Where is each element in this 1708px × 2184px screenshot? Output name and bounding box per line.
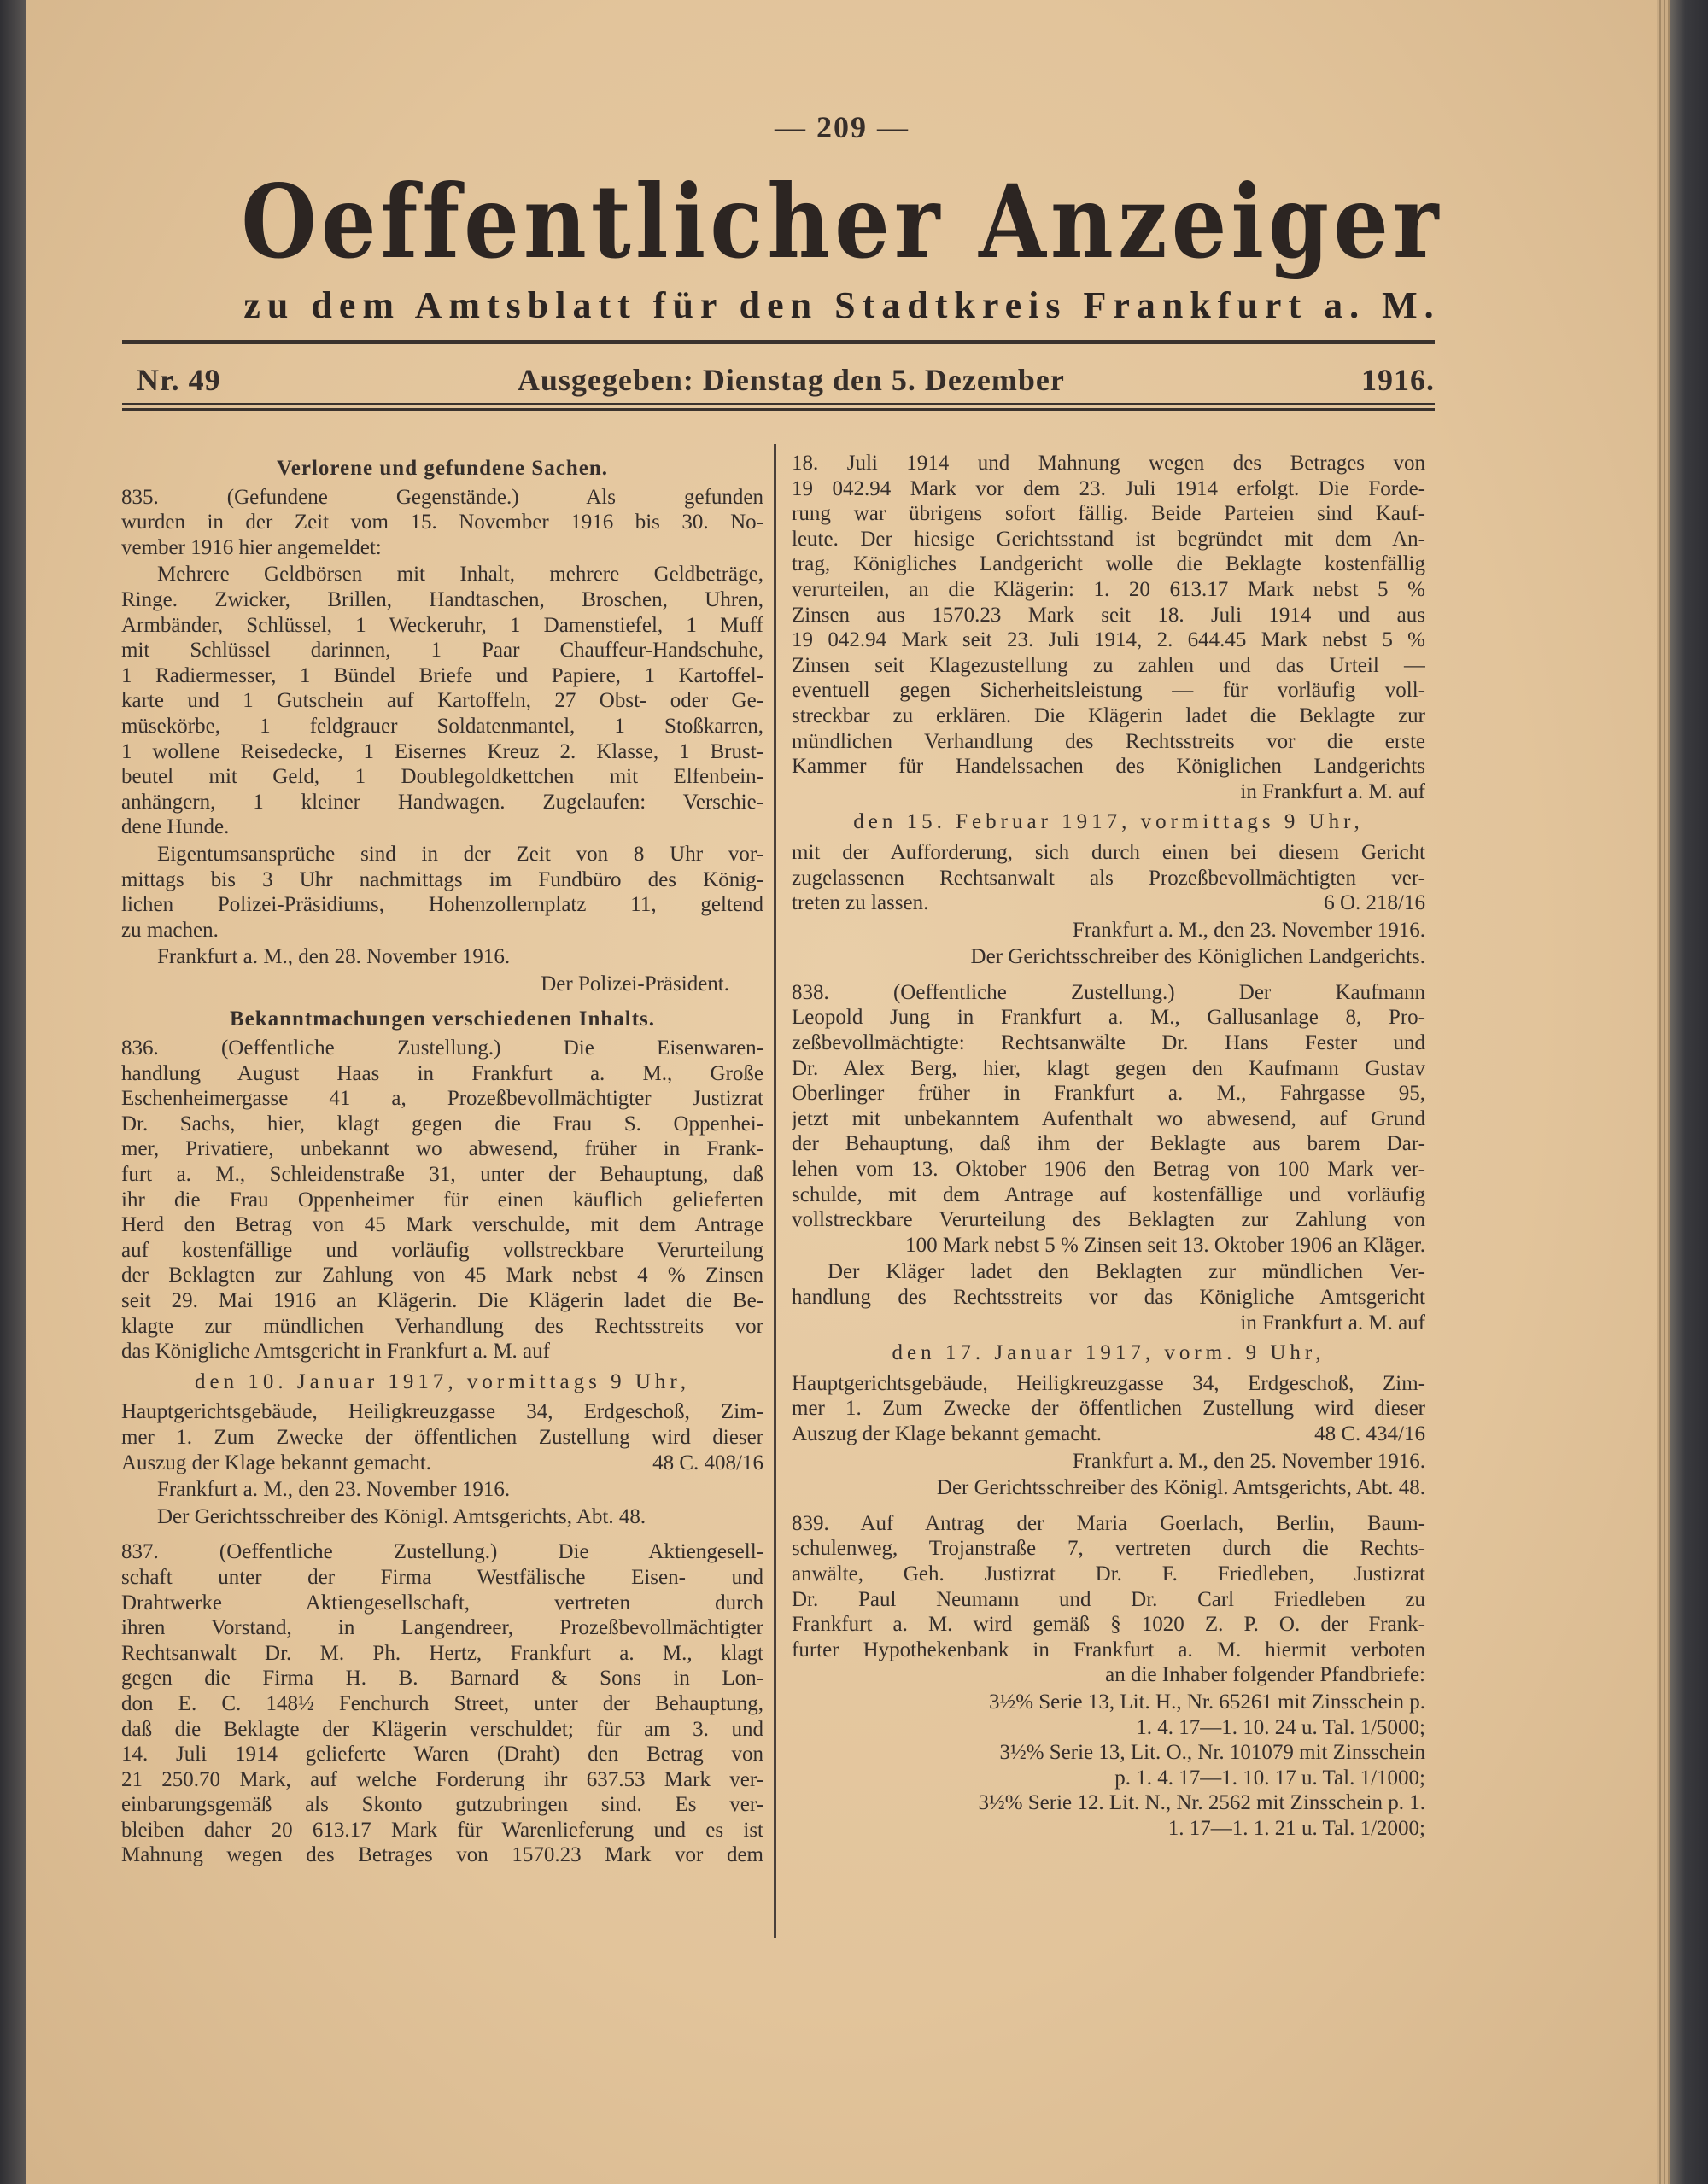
text-line: Eigentumsansprüche sind in der Zeit von 8 Uhr vor- [157, 842, 763, 866]
notice-block [121, 944, 763, 970]
text-line: mittags bis 3 Uhr nachmittags im Fundbüro des König- [121, 867, 763, 891]
text-line: seit 29. Mai 1916 an Klägerin. Die Klägerin ladet die Be- [121, 1289, 763, 1312]
notice-block [121, 1504, 763, 1530]
text-line: Kammer für Handelssachen des Königlichen Landgerichts [792, 755, 1425, 779]
text-line: der Beklagten zur Zahlung von 45 Mark nebst 4 % Zinsen [121, 1264, 763, 1288]
text-line: Ringe. Zwicker, Brillen, Handtaschen, Broschen, Uhren, [121, 587, 763, 611]
notice-block [792, 1475, 1425, 1501]
text-line: Dr. Alex Berg, hier, klagt gegen den Kaufmann Gustav [792, 1056, 1425, 1080]
text-line: Hauptgerichtsgebäude, Heiligkreuzgasse 34, Erdgeschoß, Zim- [792, 1371, 1425, 1395]
notice-block [121, 1369, 763, 1395]
text-line: Der Gerichtsschreiber des Königlichen Landgerichts. [970, 945, 1425, 969]
section-heading [121, 456, 763, 482]
text-line: auf kostenfällige und vorläufig vollstreckbare Verurteilung [121, 1238, 763, 1262]
text-line: 3½% Serie 13, Lit. O., Nr. 101079 mit Zinsschein [999, 1741, 1425, 1765]
text-line: Frankfurt a. M., den 28. November 1916. [157, 945, 511, 969]
text-line: 3½% Serie 13, Lit. H., Nr. 65261 mit Zinsschein p. [988, 1690, 1425, 1714]
text-line: mer, Privatiere, unbekannt wo abwesend, früher in Frank- [121, 1137, 763, 1161]
notice-block [792, 1259, 1425, 1335]
text-line: jetzt mit unbekanntem Aufenthalt wo abwesend, auf Grund [792, 1107, 1425, 1130]
text-line: don E. C. 148½ Fenchurch Street, unter der Behauptung, [121, 1691, 763, 1715]
text-line: Hauptgerichtsgebäude, Heiligkreuzgasse 34, Erdgeschoß, Zim- [121, 1400, 763, 1424]
text-line: 835. (Gefundene Gegenstände.) Als gefunden [121, 485, 763, 509]
text-line: Zinsen seit Klagezustellung zu zahlen und das Urteil — [792, 653, 1425, 677]
text-line: 14. Juli 1914 gelieferte Waren (Draht) den Betrag von [121, 1743, 763, 1766]
text-line [792, 891, 1425, 916]
text-line: 1. 4. 17—1. 10. 24 u. Tal. 1/5000; [1136, 1715, 1425, 1739]
notice-block [792, 1511, 1425, 1688]
text-line: lehen vom 13. Oktober 1906 den Betrag von 100 Mark ver- [792, 1158, 1425, 1182]
text-line: Mehrere Geldbörsen mit Inhalt, mehrere Geldbeträge, [157, 563, 763, 587]
text-line: vember 1916 hier angemeldet: [121, 535, 382, 559]
text-line: anwälte, Geh. Justizrat Dr. F. Friedleben, Justizrat [792, 1562, 1425, 1585]
text-line: ihren Vorstand, in Langendreer, Prozeßbevollmächtigter [121, 1616, 763, 1640]
issue-number: Nr. 49 [137, 363, 221, 397]
text-line: leute. Der hiesige Gerichtsstand ist begründet mit dem An- [792, 527, 1425, 551]
right-column [792, 451, 1459, 1842]
text-line: in Frankfurt a. M. auf [1240, 780, 1425, 803]
text-line: Rechtsanwalt Dr. M. Ph. Hertz, Frankfurt a. M., klagt [121, 1641, 763, 1665]
notice-block [792, 1371, 1425, 1447]
notice-block [121, 1539, 763, 1868]
notice-block [121, 972, 763, 997]
book-binding-left [0, 0, 26, 2184]
notice-block [792, 1449, 1425, 1474]
text-line: Auszug der Klage bekannt gemacht. [792, 1422, 1103, 1445]
text-line: 1. 17—1. 1. 21 u. Tal. 1/2000; [1167, 1816, 1425, 1840]
text-line: 21 250.70 Mark, auf welche Forderung ihr 637.53 Mark ver- [121, 1767, 763, 1791]
text-line: trag, Königliches Landgericht wolle die Beklagte kostenfällig [792, 552, 1425, 576]
text-line: Bekanntmachungen verschiedenen Inhalts. [229, 1007, 656, 1031]
text-line: vollstreckbare Verurteilung des Beklagten zur Zahlung von [792, 1208, 1425, 1232]
notice-block [792, 809, 1425, 835]
text-line: Dr. Sachs, hier, klagt gegen die Frau S. Oppenhei- [121, 1112, 763, 1136]
issue-year: 1916. [1361, 363, 1435, 397]
text-line: Mahnung wegen des Betrages von 1570.23 Mark vor dem [121, 1843, 763, 1867]
notice-block [121, 842, 763, 943]
text-line: das Königliche Amtsgericht in Frankfurt a. M. auf [121, 1340, 550, 1364]
text-line: Eschenheimergasse 41 a, Prozeßbevollmächtigter Justizrat [121, 1087, 763, 1111]
masthead-subtitle: zu dem Amtsblatt für den Stadtkreis Frankfurt a. M. [243, 284, 1441, 326]
notice-block [121, 485, 763, 561]
notice-block [121, 562, 763, 840]
text-line: Zinsen aus 1570.23 Mark seit 18. Juli 1914 und aus [792, 603, 1425, 627]
newspaper-page [26, 0, 1658, 2184]
case-reference: 48 C. 408/16 [652, 1451, 763, 1474]
text-line: Der Polizei-Präsident. [541, 972, 729, 996]
text-line: 19 042.94 Mark seit 23. Juli 1914, 2. 644.45 Mark nebst 5 % [792, 628, 1425, 652]
text-line: mer 1. Zum Zwecke der öffentlichen Zustellung wird dieser [792, 1397, 1425, 1421]
text-line: karte und 1 Gutschein auf Kartoffeln, 27 Obst- oder Ge- [121, 689, 763, 713]
text-line: mit der Aufforderung, sich durch einen bei diesem Gericht [792, 840, 1425, 864]
book-cover-right [1670, 0, 1708, 2184]
left-column [121, 451, 763, 1870]
masthead-rule [122, 340, 1435, 344]
notice-block [792, 918, 1425, 943]
text-line: schulde, mit dem Antrage auf kostenfällige und vorläufig [792, 1183, 1425, 1206]
text-line [121, 1451, 763, 1476]
text-line: gegen die Firma H. B. Barnard & Sons in Lon- [121, 1667, 763, 1691]
text-line: den 10. Januar 1917, vormittags 9 Uhr, [195, 1369, 690, 1393]
text-line: 18. Juli 1914 und Mahnung wegen des Betrages von [792, 452, 1425, 475]
text-line: eventuell gegen Sicherheitsleistung — für vorläufig voll- [792, 679, 1425, 703]
notice-block [792, 451, 1425, 804]
text-line: einbarungsgemäß als Skonto gutzubringen sind. Es ver- [121, 1793, 763, 1817]
text-line: 836. (Oeffentliche Zustellung.) Die Eisenwaren- [121, 1037, 763, 1060]
text-line: schaft unter der Firma Westfälische Eisen- und [121, 1565, 763, 1589]
bond-list [792, 1690, 1425, 1842]
text-line: handlung August Haas in Frankfurt a. M., Große [121, 1061, 763, 1085]
page-number: — 209 — [775, 110, 910, 144]
section-heading [121, 1007, 763, 1032]
text-line: Drahtwerke Aktiengesellschaft, vertreten durch [121, 1591, 763, 1615]
text-line: schulenweg, Trojanstraße 7, vertreten durch die Rechts- [792, 1537, 1425, 1561]
text-line: Der Gerichtsschreiber des Königl. Amtsgerichts, Abt. 48. [936, 1476, 1425, 1500]
text-line [792, 1422, 1425, 1447]
masthead-title: Oeffentlicher Anzeiger [241, 162, 1443, 281]
text-line: rung war übrigens sofort fällig. Beide Parteien sind Kauf- [792, 502, 1425, 526]
text-line: Frankfurt a. M. wird gemäß § 1020 Z. P. O. der Frank- [792, 1613, 1425, 1637]
case-reference: 48 C. 434/16 [1314, 1422, 1425, 1445]
text-line: Der Gerichtsschreiber des Königl. Amtsgerichts, Abt. 48. [157, 1504, 646, 1528]
text-line: Frankfurt a. M., den 23. November 1916. [157, 1478, 511, 1502]
text-line: Armbänder, Schlüssel, 1 Weckeruhr, 1 Damenstiefel, 1 Muff [121, 613, 763, 637]
text-line: klagte zur mündlichen Verhandlung des Rechtsstreits vor [121, 1314, 763, 1338]
text-line: an die Inhaber folgender Pfandbriefe: [1105, 1663, 1425, 1687]
text-line: lichen Polizei-Präsidiums, Hohenzollernplatz 11, geltend [121, 893, 763, 917]
text-line: Oberlinger früher in Frankfurt a. M., Fahrgasse 95, [792, 1082, 1425, 1106]
text-line: 19 042.94 Mark vor dem 23. Juli 1914 erfolgt. Die Forde- [792, 476, 1425, 500]
text-line: Der Kläger ladet den Beklagten zur mündlichen Ver- [828, 1260, 1425, 1284]
notice-block [792, 1340, 1425, 1366]
notice-block [792, 980, 1425, 1258]
notice-block [121, 1399, 763, 1475]
text-line: 839. Auf Antrag der Maria Goerlach, Berlin, Baum- [792, 1511, 1425, 1535]
text-line: dene Hunde. [121, 815, 230, 839]
issue-rule-bottom [122, 408, 1435, 411]
text-line: streckbar zu erklären. Die Klägerin ladet die Beklagte zur [792, 704, 1425, 727]
text-line: zugelassenen Rechtsanwalt als Prozeßbevollmächtigten ver- [792, 866, 1425, 890]
text-line: Frankfurt a. M., den 25. November 1916. [1072, 1449, 1425, 1473]
text-line: p. 1. 4. 17—1. 10. 17 u. Tal. 1/1000; [1114, 1766, 1425, 1790]
text-line: mit Schlüssel darinnen, 1 Paar Chauffeur-Handschuhe, [121, 639, 763, 663]
text-line: mündlichen Verhandlung des Rechtsstreits vor die erste [792, 729, 1425, 753]
text-line: 1 wollene Reisedecke, 1 Eisernes Kreuz 2. Klasse, 1 Brust- [121, 739, 763, 763]
text-line: 1 Radiermesser, 1 Bündel Briefe und Papiere, 1 Kartoffel- [121, 663, 763, 687]
case-reference: 6 O. 218/16 [1324, 891, 1425, 915]
text-line: 837. (Oeffentliche Zustellung.) Die Aktiengesell- [121, 1540, 763, 1564]
text-line: daß die Beklagte der Klägerin verschuldet; für am 3. und [121, 1717, 763, 1741]
text-line: Dr. Paul Neumann und Dr. Carl Friedleben zu [792, 1587, 1425, 1611]
notice-block [121, 1036, 763, 1364]
text-line: Herd den Betrag von 45 Mark verschulde, mit dem Antrage [121, 1213, 763, 1237]
text-line: 100 Mark nebst 5 % Zinsen seit 13. Oktober 1906 an Kläger. [905, 1233, 1425, 1257]
text-line: in Frankfurt a. M. auf [1240, 1311, 1425, 1334]
text-line: verurteilen, an die Klägerin: 1. 20 613.17 Mark nebst 5 % [792, 577, 1425, 601]
notice-block [792, 840, 1425, 916]
text-line: handlung des Rechtsstreits vor das Königliche Amtsgericht [792, 1286, 1425, 1309]
issue-info-row [137, 362, 1435, 398]
text-line: zeßbevollmächtigte: Rechtsanwälte Dr. Hans Fester und [792, 1031, 1425, 1055]
text-line: anhängern, 1 kleiner Handwagen. Zugelaufen: Verschie- [121, 790, 763, 814]
text-line: bleiben daher 20 613.17 Mark für Warenlieferung und es ist [121, 1818, 763, 1842]
text-line: wurden in der Zeit vom 15. November 1916 bis 30. No- [121, 511, 763, 534]
text-line: den 15. Februar 1917, vormittags 9 Uhr, [853, 810, 1364, 834]
text-line: mer 1. Zum Zwecke der öffentlichen Zustellung wird dieser [121, 1425, 763, 1449]
text-line: furter Hypothekenbank in Frankfurt a. M. hiermit verboten [792, 1638, 1425, 1661]
text-line: 3½% Serie 12. Lit. N., Nr. 2562 mit Zinsschein p. 1. [978, 1791, 1425, 1815]
text-line: Frankfurt a. M., den 23. November 1916. [1072, 918, 1425, 942]
text-line: treten zu lassen. [792, 891, 929, 915]
text-line: Verlorene und gefundene Sachen. [277, 457, 608, 480]
issue-date: Ausgegeben: Dienstag den 5. Dezember [517, 363, 1065, 397]
notice-block [121, 1477, 763, 1503]
text-line: ihr die Frau Oppenheimer für einen käuflich gelieferten [121, 1188, 763, 1212]
text-line: furt a. M., Schleidenstraße 31, unter der Behauptung, daß [121, 1163, 763, 1187]
issue-rule-top [122, 403, 1435, 405]
text-line: zu machen. [121, 918, 219, 942]
text-line: Auszug der Klage bekannt gemacht. [121, 1451, 432, 1474]
column-divider [774, 444, 776, 1938]
text-line: Leopold Jung in Frankfurt a. M., Gallusanlage 8, Pro- [792, 1006, 1425, 1030]
text-line: den 17. Januar 1917, vorm. 9 Uhr, [892, 1341, 1325, 1365]
text-line: 838. (Oeffentliche Zustellung.) Der Kaufmann [792, 980, 1425, 1004]
notice-block [792, 944, 1425, 970]
text-line: beutel mit Geld, 1 Doublegoldkettchen mit Elfenbein- [121, 765, 763, 789]
text-line: müsekörbe, 1 feldgrauer Soldatenmantel, 1 Stoßkarren, [121, 714, 763, 738]
text-line: der Behauptung, daß ihm der Beklagte aus barem Dar- [792, 1132, 1425, 1156]
